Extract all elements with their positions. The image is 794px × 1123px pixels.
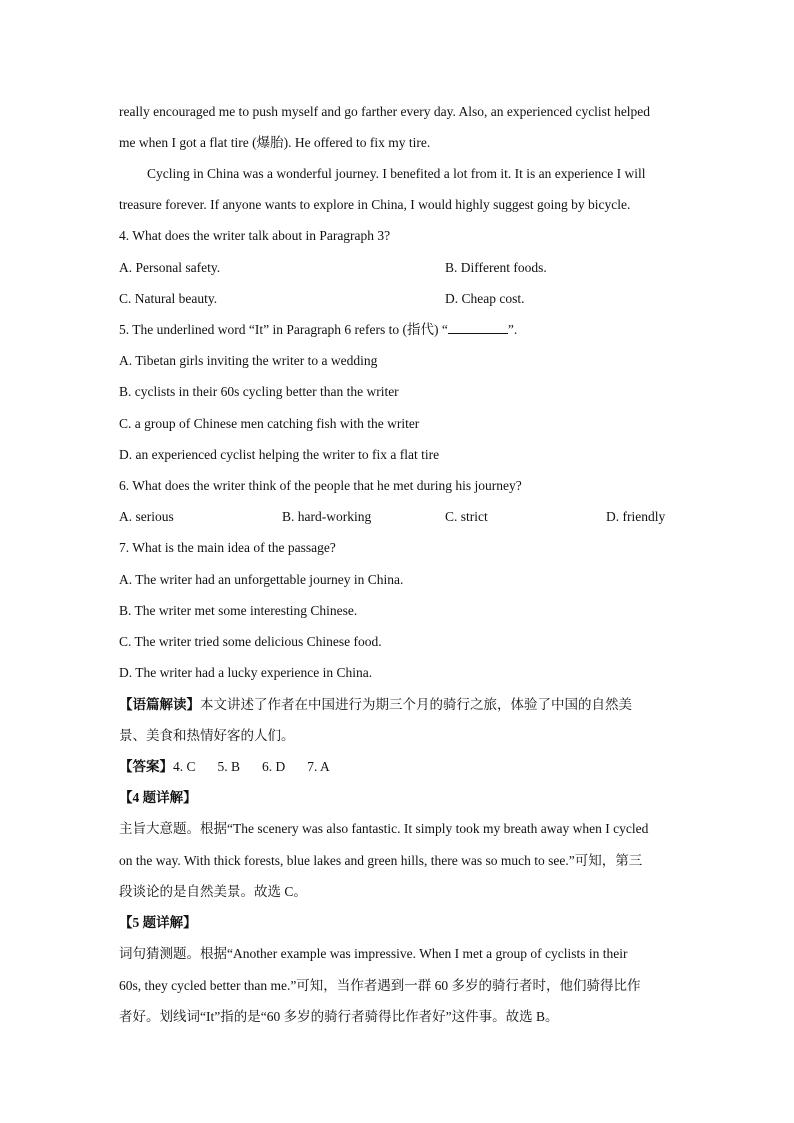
passage-line: Cycling in China was a wonderful journey. I benefited a lot from it. It is an experience I will xyxy=(147,166,646,181)
answer-item: 6. D xyxy=(262,759,286,774)
summary-label: 【语篇解读】 xyxy=(119,697,200,712)
passage-line: treasure forever. If anyone wants to explore in China, I would highly suggest going by bicycle. xyxy=(119,197,631,212)
question-4-option-a: A. Personal safety. xyxy=(119,260,221,275)
explanation-line: 主旨大意题。根据“The scenery was also fantastic. It simply took my breath away when I cycled xyxy=(119,821,649,836)
question-5-option-b: B. cyclists in their 60s cycling better than the writer xyxy=(119,384,399,399)
question-7-option-a: A. The writer had an unforgettable journey in China. xyxy=(119,572,404,587)
answer-label: 【答案】 xyxy=(119,759,173,774)
summary-line: 景、美食和热情好客的人们。 xyxy=(119,728,295,743)
summary-text: 本文讲述了作者在中国进行为期三个月的骑行之旅，体验了中国的自然美 xyxy=(200,697,632,712)
question-6-option-a: A. serious xyxy=(119,509,174,524)
question-4-option-b: B. Different foods. xyxy=(445,260,547,275)
question-5-stem-end: ”. xyxy=(507,322,518,337)
explanation-line: 词句猜测题。根据“Another example was impressive. When I met a group of cyclists in their xyxy=(119,946,628,961)
q4-explanation-heading: 【4 题详解】 xyxy=(119,790,197,805)
explanation-line: 者好。划线词“It”指的是“60 多岁的骑行者骑得比作者好”这件事。故选 B。 xyxy=(119,1009,559,1024)
answer-item: 5. B xyxy=(217,759,241,774)
question-4-stem: 4. What does the writer talk about in Paragraph 3? xyxy=(119,228,391,243)
question-7-option-c: C. The writer tried some delicious Chinese food. xyxy=(119,634,382,649)
question-6-option-c: C. strict xyxy=(445,509,488,524)
question-6-option-b: B. hard-working xyxy=(282,509,372,524)
question-7-stem: 7. What is the main idea of the passage? xyxy=(119,540,336,555)
question-4-option-c: C. Natural beauty. xyxy=(119,291,218,306)
passage-line: really encouraged me to push myself and go farther every day. Also, an experienced cyclist helped xyxy=(119,104,651,119)
explanation-line: 段谈论的是自然美景。故选 C。 xyxy=(119,884,307,899)
question-6-stem: 6. What does the writer think of the people that he met during his journey? xyxy=(119,478,522,493)
summary-line xyxy=(119,696,632,714)
q5-explanation-heading: 【5 题详解】 xyxy=(119,915,197,930)
question-6-option-d: D. friendly xyxy=(606,509,666,524)
question-7-option-b: B. The writer met some interesting Chinese. xyxy=(119,603,358,618)
answer-item: 4. C xyxy=(173,759,196,774)
passage-line: me when I got a flat tire (爆胎). He offered to fix my tire. xyxy=(119,135,431,150)
answer-blank xyxy=(448,321,508,334)
question-5-option-c: C. a group of Chinese men catching fish with the writer xyxy=(119,416,420,431)
answer-line xyxy=(119,758,330,776)
question-4-option-d: D. Cheap cost. xyxy=(445,291,525,306)
explanation-line: 60s, they cycled better than me.”可知，当作者遇到一群 60 多岁的骑行者时，他们骑得比作 xyxy=(119,978,641,993)
question-7-option-d: D. The writer had a lucky experience in China. xyxy=(119,665,373,680)
question-5-option-a: A. Tibetan girls inviting the writer to a wedding xyxy=(119,353,378,368)
answer-item: 7. A xyxy=(307,759,330,774)
question-5-stem xyxy=(119,321,517,339)
question-5-option-d: D. an experienced cyclist helping the writer to fix a flat tire xyxy=(119,447,440,462)
question-5-stem-text: 5. The underlined word “It” in Paragraph 6 refers to (指代) “ xyxy=(119,322,448,337)
explanation-line: on the way. With thick forests, blue lakes and green hills, there was so much to see.”可知，第三 xyxy=(119,853,643,868)
